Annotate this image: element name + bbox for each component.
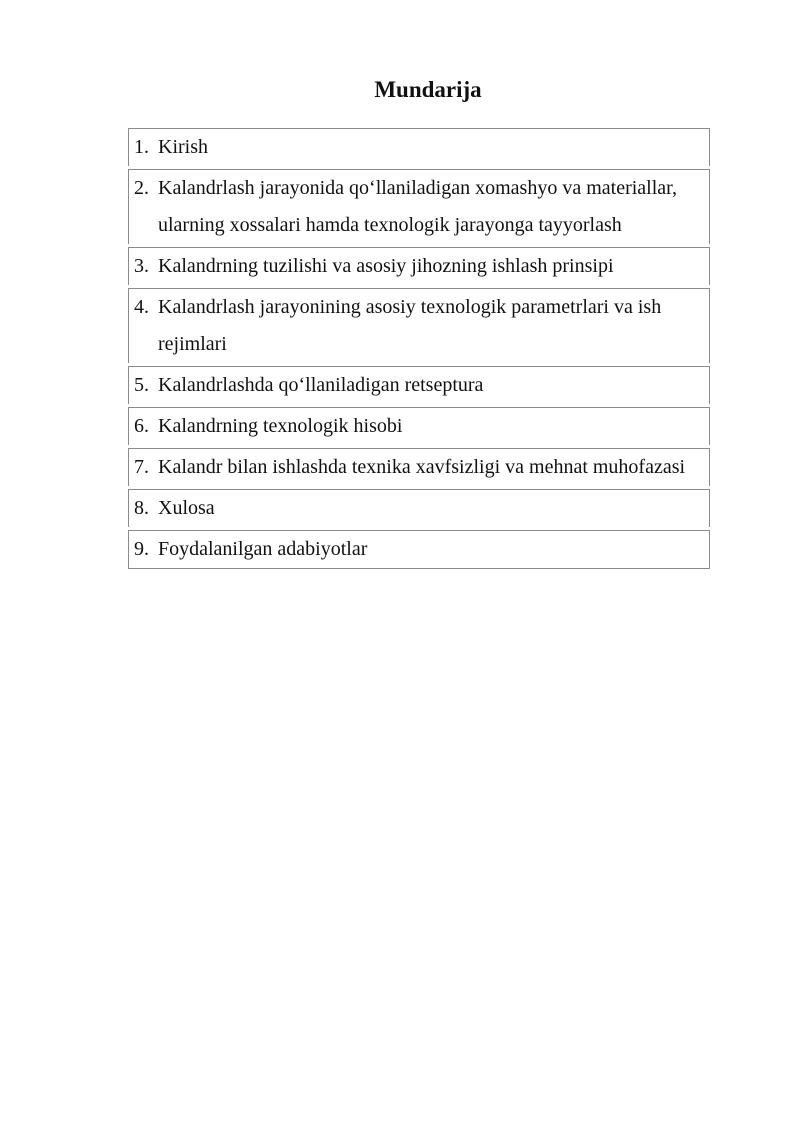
toc-item <box>128 407 710 445</box>
toc-item <box>128 489 710 527</box>
toc-item-text: Kalandrlash jarayonining asosiy texnologik parametrlari va ish rejimlari <box>158 296 662 355</box>
toc-item-number: 8. <box>134 497 149 519</box>
toc-item <box>128 128 710 166</box>
toc-item-number: 5. <box>134 374 149 396</box>
toc-item-text: Kalandrning tuzilishi va asosiy jihozning ishlash prinsipi <box>158 255 614 277</box>
toc-item-number: 6. <box>134 415 149 437</box>
toc-item-number: 3. <box>134 255 149 277</box>
page-title: Mundarija <box>374 77 482 102</box>
toc-item-number: 1. <box>134 136 149 158</box>
table-of-contents <box>128 128 710 572</box>
toc-item <box>128 288 710 363</box>
toc-item-text: Xulosa <box>158 497 215 519</box>
toc-item-text: Kalandr bilan ishlashda texnika xavfsizligi va mehnat muhofazasi <box>158 456 686 478</box>
toc-item-number: 9. <box>134 538 149 560</box>
toc-item-number: 2. <box>134 177 149 199</box>
toc-item <box>128 169 710 244</box>
toc-item-text: Kalandrlashda qo‘llaniladigan retseptura <box>158 374 484 396</box>
toc-item-text: Kalandrning texnologik hisobi <box>158 415 403 437</box>
toc-item <box>128 366 710 404</box>
toc-item-text: Kalandrlash jarayonida qo‘llaniladigan xomashyo va materiallar, ularning xossalari hamda texnologik jarayonga tayyorlash <box>158 177 678 236</box>
toc-item <box>128 448 710 486</box>
toc-item-text: Foydalanilgan adabiyotlar <box>158 538 368 560</box>
toc-item-number: 4. <box>134 296 149 318</box>
toc-item <box>128 247 710 285</box>
toc-item <box>128 530 710 569</box>
toc-item-number: 7. <box>134 456 149 478</box>
toc-item-text: Kirish <box>158 136 208 158</box>
